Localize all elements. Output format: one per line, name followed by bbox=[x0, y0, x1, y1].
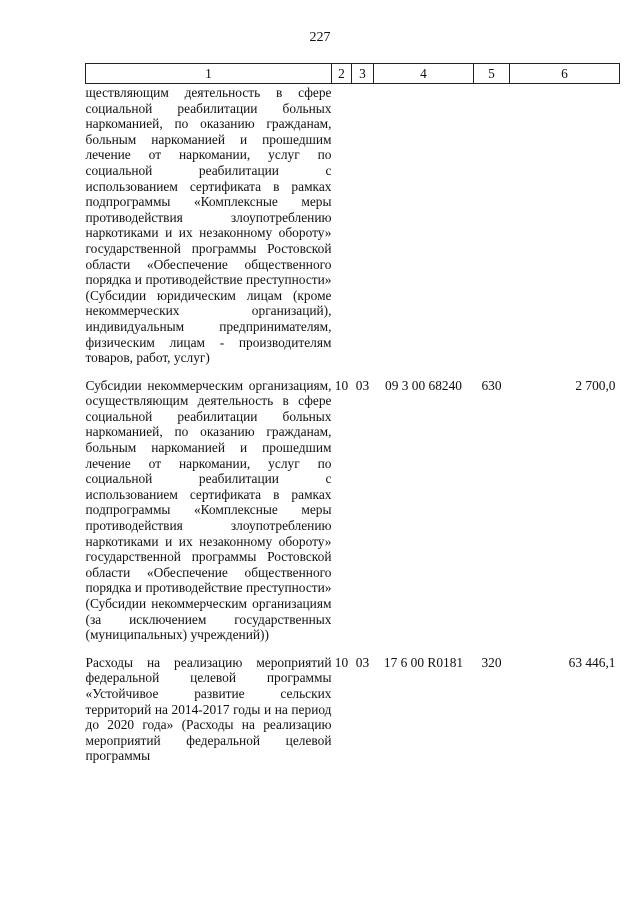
page-number: 227 bbox=[309, 30, 331, 45]
row-section bbox=[332, 84, 352, 378]
row-amount: 63 446,1 bbox=[568, 654, 616, 670]
header-col-2: 2 bbox=[332, 64, 352, 84]
row-target-article: 17 6 00 R0181 bbox=[383, 654, 464, 670]
row-section: 10 bbox=[334, 654, 349, 670]
row-subsection bbox=[352, 84, 374, 378]
header-col-4: 4 bbox=[374, 64, 474, 84]
budget-table bbox=[85, 63, 620, 776]
row-amount: 2 700,0 bbox=[575, 377, 616, 393]
row-subsection: 03 bbox=[355, 377, 370, 393]
header-col-6: 6 bbox=[510, 64, 620, 84]
table-row bbox=[86, 378, 620, 655]
row-target-article bbox=[374, 84, 474, 378]
row-section: 10 bbox=[334, 377, 349, 393]
row-expense-type: 630 bbox=[481, 377, 502, 393]
row-target-article: 09 3 00 68240 bbox=[385, 377, 462, 393]
table-row bbox=[86, 655, 620, 776]
row-expense-type: 320 bbox=[481, 654, 502, 670]
header-col-3: 3 bbox=[352, 64, 374, 84]
header-col-1: 1 bbox=[86, 64, 332, 84]
row-name: Расходы на реализацию мероприятий федеральной целевой программы «Устойчивое развитие сельских территорий на 2014-2017 годы и на период до 2020 года» (Расходы на реализацию мероприятий федеральной целевой программы bbox=[85, 654, 332, 764]
row-name: Субсидии некоммерческим организациям, осуществляющим деятельность в сфере социальной реабилитации больных наркоманией, по оказанию гражданам, больным наркоманией и прошедшим лечение от наркомании, услуг по социальной реабилитации с использованием сертификата в рамках подпрограммы «Комплексные меры противодействия злоупотреблению наркотиками и их незаконному обороту» государственной программы Ростовской области «Обеспечение общественного порядка и противодействие преступности» (Субсидии некоммерческим организациям (за исключением государственных (муниципальных) учреждений)) bbox=[85, 377, 332, 643]
row-expense-type bbox=[474, 84, 510, 378]
row-amount bbox=[510, 84, 620, 378]
table-row bbox=[86, 84, 620, 378]
row-name: ществляющим деятельность в сфере социальной реабилитации больных наркоманией, по оказанию гражданам, больным наркоманией и прошедшим лечение от наркомании, услуг по социальной реабилитации с использованием сертификата в рамках подпрограммы «Комплексные меры противодействия злоупотреблению наркотиками и их незаконному обороту» государственной программы Ростовской области «Обеспечение общественного порядка и противодействие преступности» (Субсидии юридическим лицам (кроме некоммерческих организаций), индивидуальным предпринимателям, физическим лицам - производителям товаров, работ, услуг) bbox=[85, 85, 332, 366]
header-col-5: 5 bbox=[474, 64, 510, 84]
table-header-row bbox=[86, 64, 620, 84]
row-subsection: 03 bbox=[355, 654, 370, 670]
